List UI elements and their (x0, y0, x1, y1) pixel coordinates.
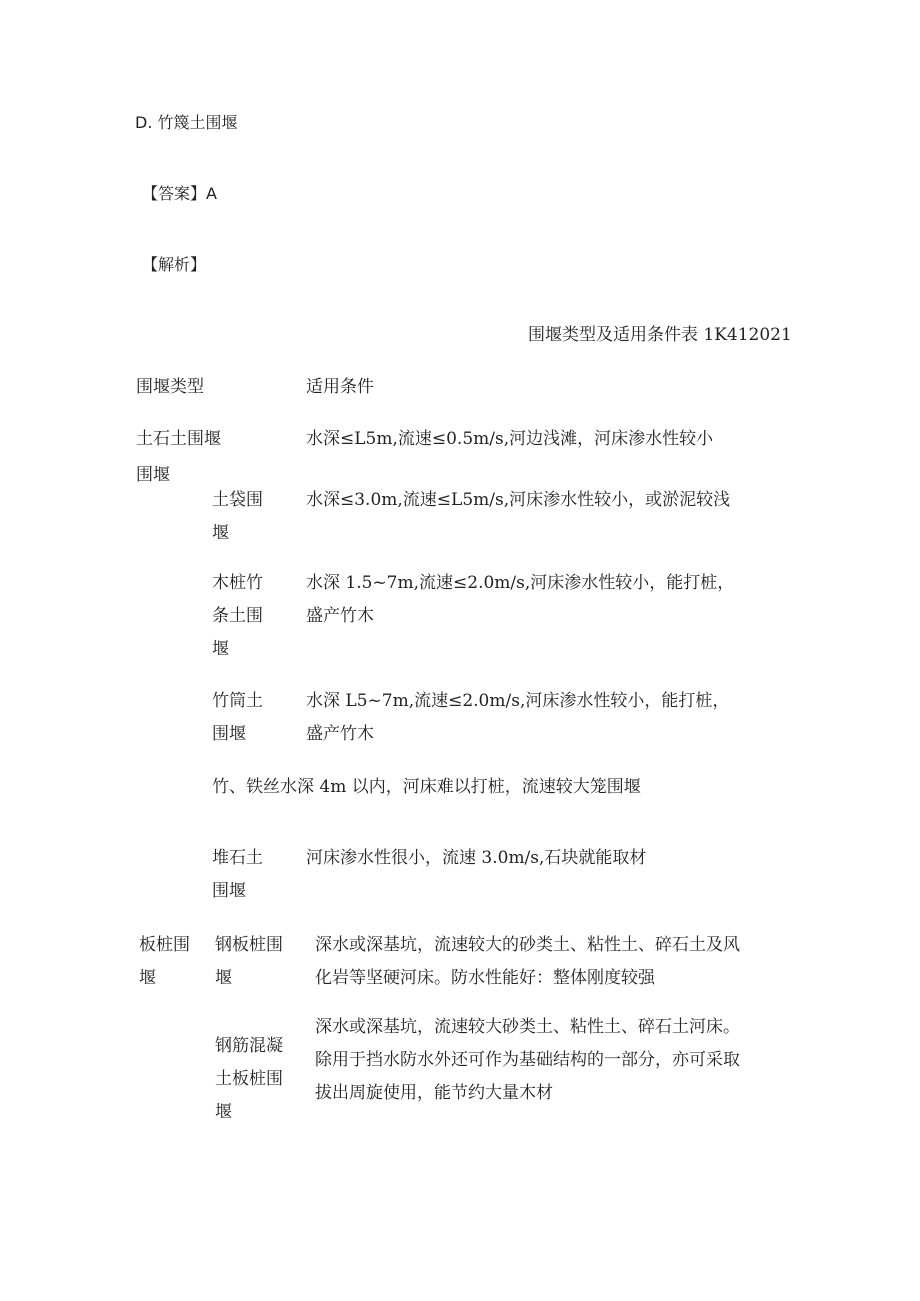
group1-type-b: 围堰 (136, 465, 170, 485)
row3-name-line: 木桩竹 (212, 573, 263, 593)
row1-condition: 水深≤L5m,流速≤0.5m∕s,河边浅滩，河床渗水性较小 (306, 429, 714, 449)
row7-condition-line: 化岩等坚硬河床。防水性能好：整体刚度较强 (315, 968, 655, 988)
row3-name-line: 条土围 (212, 606, 263, 626)
group1-type-a: 土石土围堰 (136, 429, 221, 449)
row7-name-line: 钢板桩围 (215, 935, 283, 955)
row3-condition-line: 水深 1.5~7m,流速≤2.0m∕s,河床渗水性较小，能打桩， (306, 573, 735, 593)
header-condition: 适用条件 (306, 377, 374, 397)
row6-name (212, 842, 263, 908)
row7-name (215, 929, 283, 995)
group2-type (139, 929, 190, 995)
table-caption: 围堰类型及适用条件表 1K412021 (528, 325, 792, 345)
row4-condition (306, 685, 729, 751)
group2-type-line: 堰 (139, 968, 156, 988)
row3-name-line: 堰 (212, 639, 229, 659)
row6-name-line: 堆石土 (212, 848, 263, 868)
row8-condition-line: 深水或深基坑，流速较大砂类土、粘性土、碎石土河床。 (315, 1017, 740, 1037)
row7-name-line: 堰 (215, 968, 232, 988)
row6-condition: 河床渗水性很小，流速 3.0m∕s,石块就能取材 (306, 848, 647, 868)
row4-name (212, 685, 263, 751)
answer-label: 【答案】A (142, 184, 217, 203)
option-d: D. 竹篾土围堰 (135, 113, 238, 132)
row7-condition (315, 929, 740, 995)
row2-name (212, 484, 263, 550)
header-type: 围堰类型 (136, 377, 204, 397)
row2-condition: 水深≤3.0m,流速≤L5m∕s,河床渗水性较小，或淤泥较浅 (306, 490, 731, 510)
group2-type-line: 板桩围 (139, 935, 190, 955)
row8-name-line: 堰 (215, 1102, 232, 1122)
row8-condition-line: 拔出周旋使用，能节约大量木材 (315, 1083, 553, 1103)
row3-name (212, 567, 263, 666)
row8-condition (315, 1011, 740, 1110)
row2-name-line: 土袋围 (212, 490, 263, 510)
row6-name-line: 围堰 (212, 881, 246, 901)
row8-condition-line: 除用于挡水防水外还可作为基础结构的一部分，亦可采取 (315, 1050, 740, 1070)
row4-condition-line: 水深 L5~7m,流速≤2.0m∕s,河床渗水性较小，能打桩， (306, 691, 730, 711)
row8-name (215, 1030, 283, 1129)
row3-condition-line: 盛产竹木 (306, 606, 374, 626)
row3-condition (306, 567, 734, 633)
row4-name-line: 围堰 (212, 724, 246, 744)
row7-condition-line: 深水或深基坑，流速较大的砂类土、粘性土、碎石土及风 (315, 935, 740, 955)
row8-name-line: 钢筋混凝 (215, 1036, 283, 1056)
row8-name-line: 土板桩围 (215, 1069, 283, 1089)
row2-name-line: 堰 (212, 523, 229, 543)
row4-condition-line: 盛产竹木 (306, 724, 374, 744)
row4-name-line: 竹筒土 (212, 691, 263, 711)
row5-text: 竹、铁丝水深 4m 以内，河床难以打桩，流速较大笼围堰 (212, 777, 641, 797)
analysis-label: 【解析】 (142, 255, 207, 274)
